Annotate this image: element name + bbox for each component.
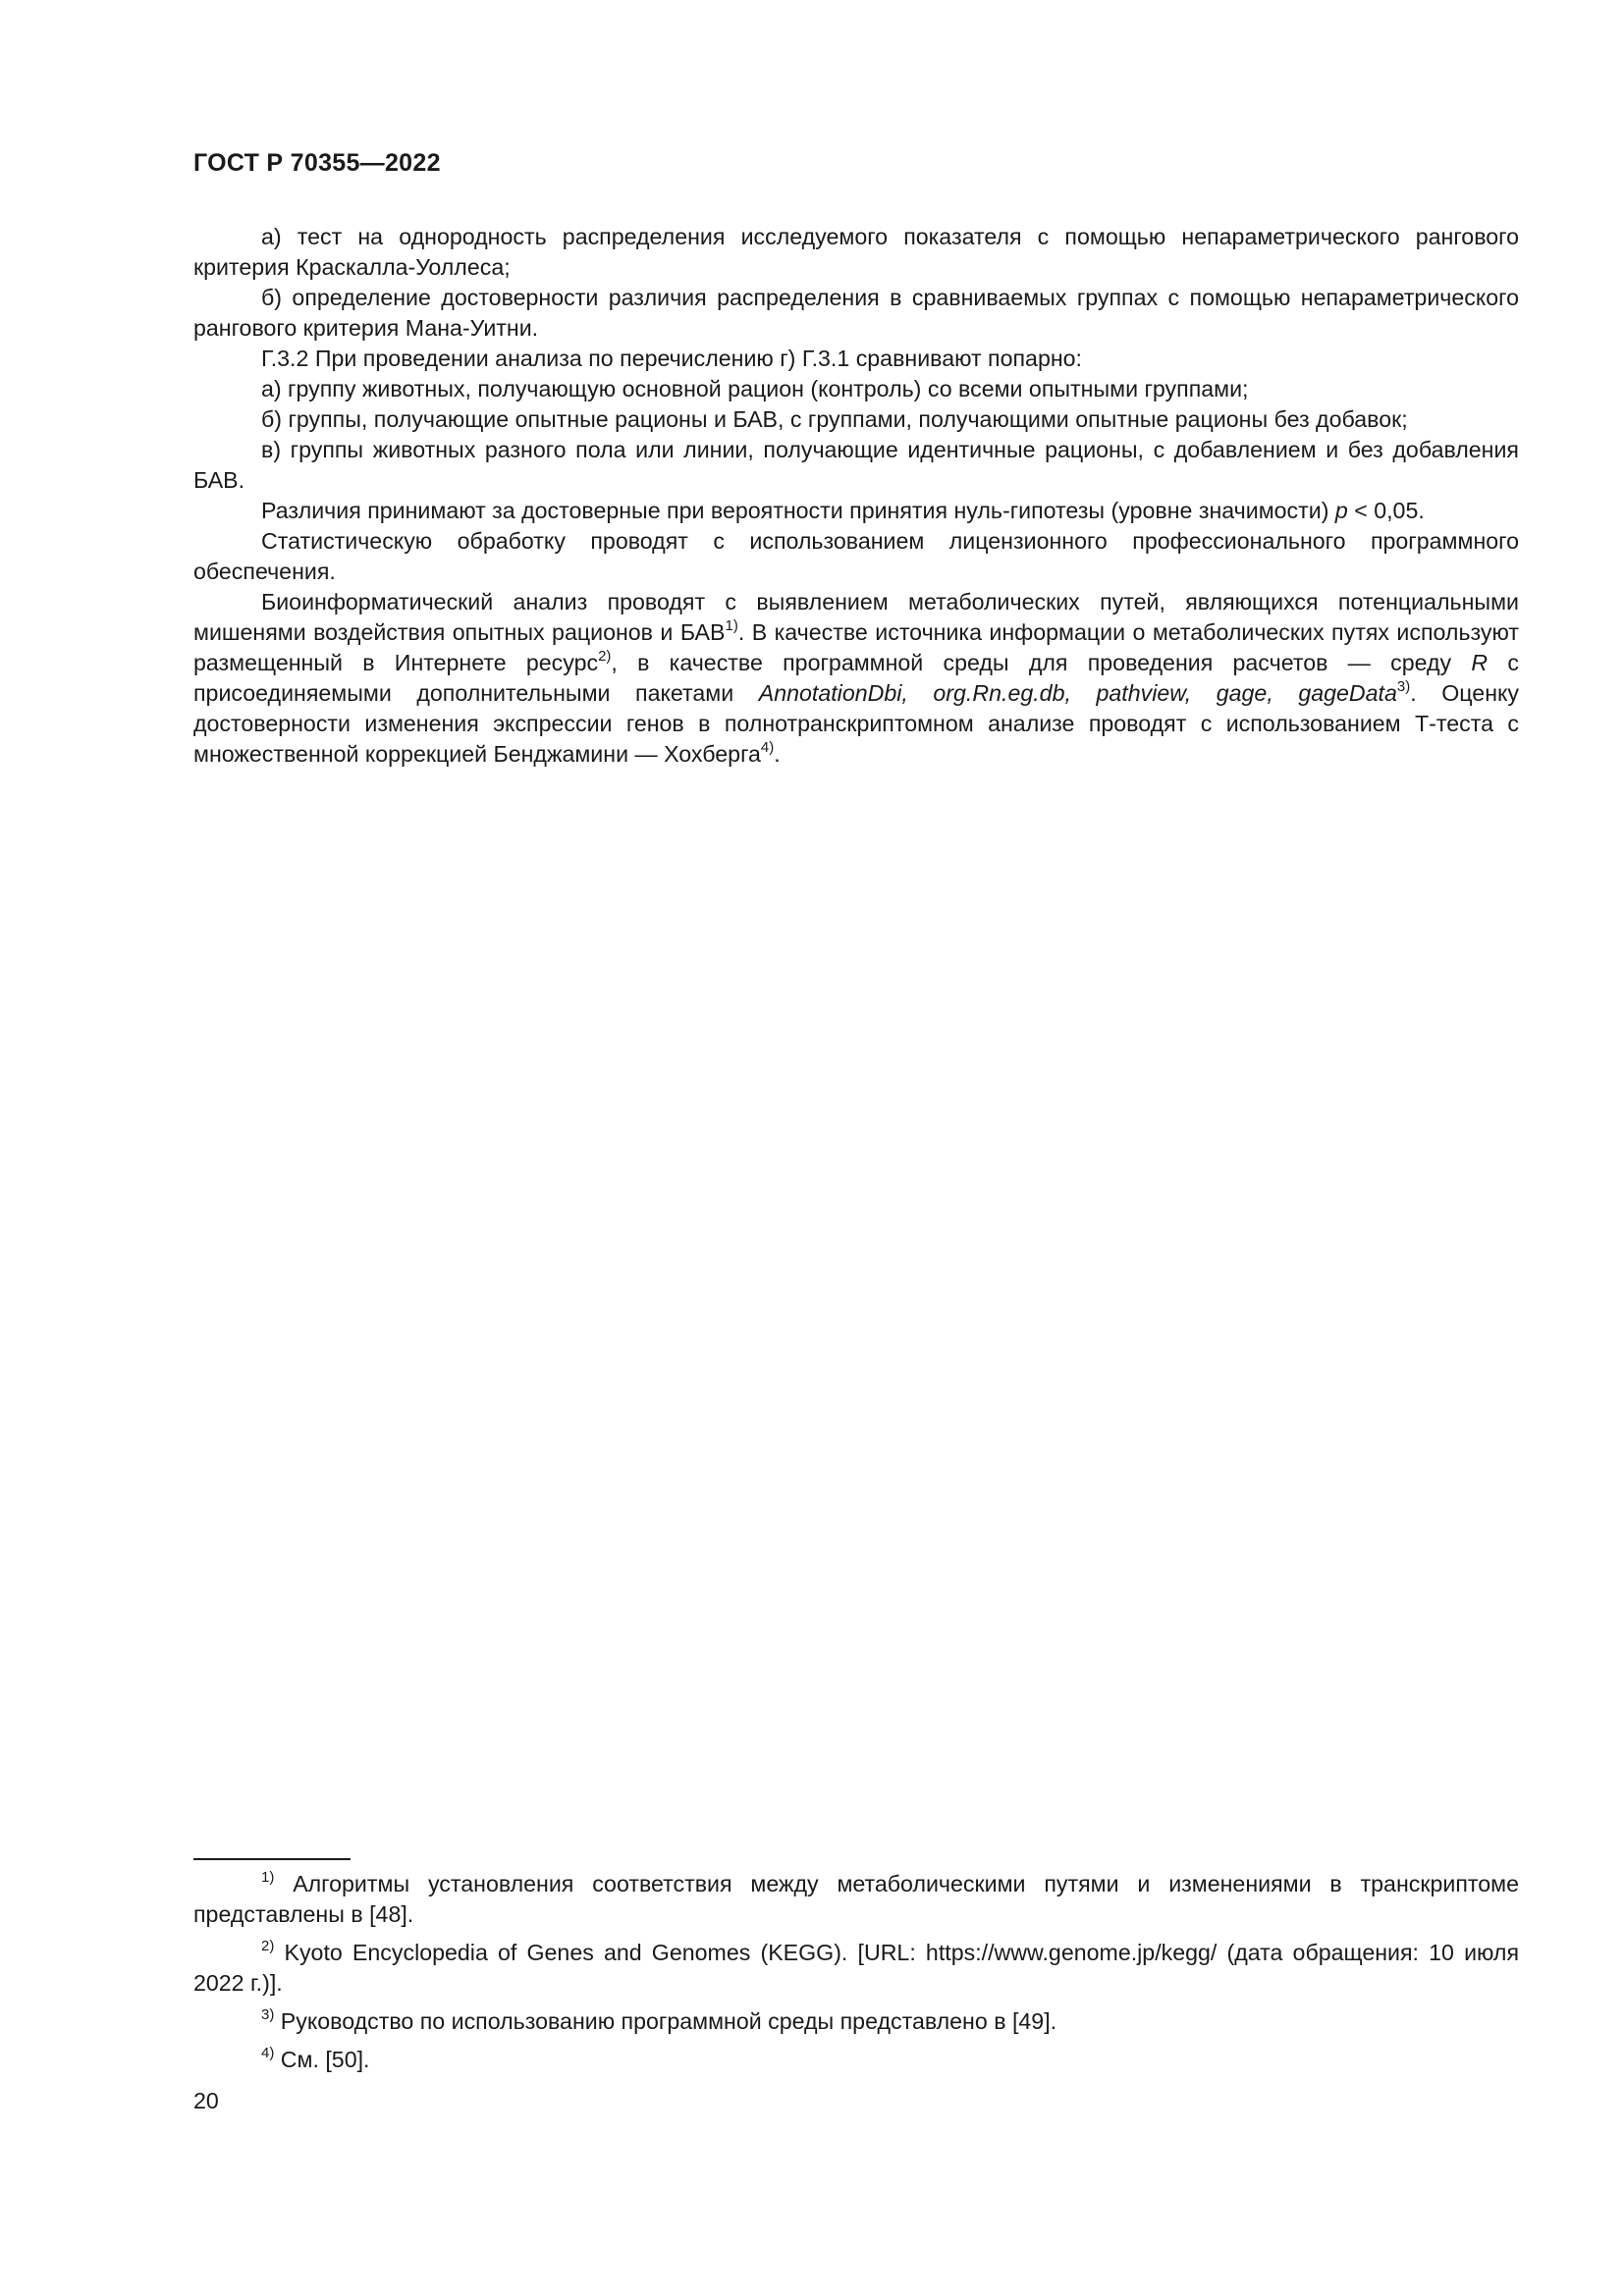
body-text [193, 222, 1519, 770]
paragraph-bioinformatics [193, 587, 1519, 770]
p-variable: р [1334, 498, 1348, 523]
footnote [193, 1869, 1519, 1930]
paragraph: а) тест на однородность распределения исследуемого показателя с помощью непараметрического рангового критерия Краскалла-Уоллеса; [193, 224, 1519, 280]
paragraph: б) определение достоверности различия распределения в сравниваемых группах с помощью непараметрического рангового критерия Мана-Уитни. [193, 285, 1519, 341]
footnote-ref: 3) [1396, 678, 1411, 696]
text-run: , в качестве программной среды для проведения расчетов — среду [611, 650, 1472, 675]
text-run: Различия принимают за достоверные при вероятности принятия нуль-гипотезы (уровне значимости) [261, 498, 1335, 523]
footnote-mark: 2) [261, 1938, 275, 1955]
paragraph: а) группу животных, получающую основной рацион (контроль) со всеми опытными группами; [261, 376, 1249, 401]
paragraph-significance [193, 496, 1519, 526]
footnote-text: Алгоритмы установления соответствия между метаболическими путями и изменениями в транскриптоме представлены в [48]. [193, 1871, 1519, 1927]
text-run: . Оценку достоверности изменения экспрессии генов в полнотранскриптомном анализе проводят с использованием Т-теста с множественной коррекцией Бенджамини — Хохберга [193, 680, 1519, 767]
package-list: AnnotationDbi, org.Rn.eg.db, pathview, gage, gageData [758, 680, 1397, 706]
paragraph: Г.3.2 При проведении анализа по перечислению г) Г.3.1 сравнивают попарно: [261, 346, 1082, 371]
paragraph: в) группы животных разного пола или линии, получающие идентичные рационы, с добавлением и без добавления БАВ. [193, 437, 1519, 493]
text-run: с присоединяемыми дополнительными пакетами [193, 650, 1519, 706]
document-header: ГОСТ Р 70355—2022 [193, 149, 441, 177]
paragraph: Статистическую обработку проводят с использованием лицензионного профессионального программного обеспечения. [193, 528, 1519, 584]
footnote-mark: 3) [261, 2006, 275, 2024]
text-run: Биоинформатический анализ проводят с выявлением метаболических путей, являющихся потенциальными мишенями воздействия опытных рационов и БАВ [193, 589, 1519, 645]
footnotes [193, 1869, 1519, 2083]
footnote-text: Руководство по использованию программной среды представлено в [49]. [274, 2008, 1057, 2034]
text-run: < 0,05. [1347, 498, 1425, 523]
footnote-mark: 4) [261, 2045, 275, 2062]
r-language: R [1471, 650, 1489, 675]
paragraph: б) группы, получающие опытные рационы и БАВ, с группами, получающими опытные рационы без добавок; [261, 406, 1408, 432]
footnote-mark: 1) [261, 1869, 275, 1887]
footnote-ref: 1) [725, 617, 738, 635]
text-run: . [774, 741, 781, 767]
footnote [193, 1938, 1519, 1999]
page-number: 20 [193, 2088, 219, 2113]
footnote [193, 2045, 1519, 2075]
text-run: . В качестве источника информации о метаболических путях используют размещенный в Интернете ресурс [193, 619, 1519, 675]
footnote-text: См. [50]. [274, 2047, 370, 2072]
footnote-ref: 4) [760, 739, 775, 757]
footnote [193, 2006, 1519, 2037]
footnote-divider [193, 1858, 351, 1860]
footnote-ref: 2) [598, 648, 612, 666]
footnote-text: Kyoto Encyclopedia of Genes and Genomes (KEGG). [URL: https://www.genome.jp/kegg/ (дата обращения: 10 июля 2022 г.)]. [193, 1940, 1519, 1996]
